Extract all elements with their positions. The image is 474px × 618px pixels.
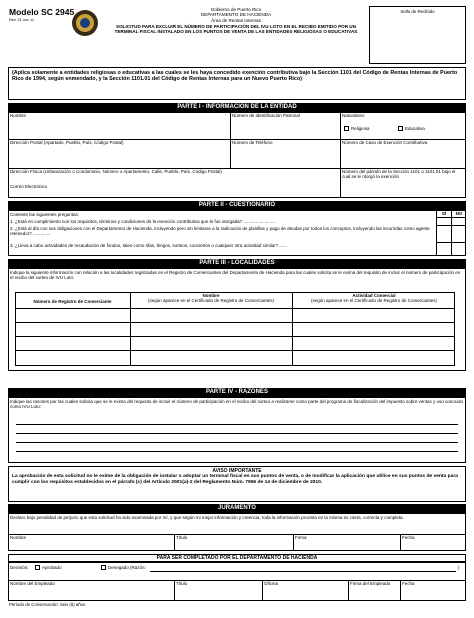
department-use-box <box>8 562 466 601</box>
notice-title: AVISO IMPORTANTE <box>212 468 262 474</box>
yes-column-header: SÍ <box>441 211 447 216</box>
exemption-case-field[interactable]: Número de Caso de Exención Contributiva <box>342 140 428 145</box>
request-title: SOLICITUD PARA EXCLUIR EL NÚMERO DE PARTICIPACIÓN DEL IVU LOTO EN EL RECIBO EMITIDO POR UN TERMINAL FISCAL INSTALADO EN LOS PUNTOS DE VENTA DE LAS ENTIDADES RELIGIOSAS O EDUCATIVAS <box>114 24 358 35</box>
government-name: Gobierno de Puerto Rico <box>210 7 262 12</box>
educational-label: Educativa <box>405 126 425 131</box>
applicability-note: (Aplica solamente a entidades religiosas o educativas a las cuales se les haya concedido exención contributiva bajo la Sección 1101 del Código de Rentas Internas de Puerto Rico de 1994, según enmendado, y la Sección 1101.01 del Código de Rentas Internas para un Nuevo Puerto Rico) <box>8 67 466 100</box>
localities-rows[interactable] <box>16 309 129 365</box>
approved-label: Aprobado <box>42 565 62 570</box>
part1-grid <box>8 112 466 198</box>
revision-date: Rev. 21 nov 11 <box>9 18 34 22</box>
form-page <box>8 6 466 606</box>
important-notice-box <box>8 466 466 502</box>
question-3: 3. ¿Lleva a cabo actividades de recaudación de fondos, tales como rifas, bingos, sorteos, conciertos o cualquier otra actividad similar? ...... <box>10 243 287 248</box>
reason-line-4[interactable] <box>16 451 458 452</box>
activity-column-sub: (según aparece en el Certificado de Registro de Comerciantes) <box>310 298 438 304</box>
oath-name-field[interactable]: Nombre <box>10 535 27 540</box>
approved-option[interactable] <box>35 565 62 570</box>
area-name: Área de Rentas Internas <box>211 17 261 23</box>
received-stamp-box[interactable] <box>369 6 466 64</box>
agency-header <box>108 7 364 35</box>
notice-text: La aprobación de esta solicitud no le exime de la obligación de instalar o adoptar un terminal fiscal en sus puntos de venta, o de modificar la aplicación que utilice en sus puntos de venta para cumplir con los requisitos establecidos en el párrafo (c) del Artículo 2501(a)-2 del Reglamento Núm. 7956 de 14 de diciembre de 2010. <box>12 474 458 485</box>
received-stamp-label: Sello de Recibido <box>400 9 435 14</box>
employee-name-field[interactable]: Nombre del Empleado <box>10 581 55 586</box>
entity-name-field[interactable]: Nombre <box>10 113 27 118</box>
reason-line-2[interactable] <box>16 433 458 434</box>
question-2: 2. ¿Está al día con sus obligaciones con el Departamento de Hacienda, incluyendo pero sin limitarse a la radicación de planillas y pago de deudas por todos los conceptos, incluyendo las incurridas como agente retenedor? .............. <box>10 226 430 237</box>
reason-line-1[interactable] <box>16 424 458 425</box>
department-date-field[interactable]: Fecha <box>402 581 415 586</box>
paragraph-number-field[interactable]: Número del párrafo de la Sección 1101 o 1101.01 bajo el cual se le otorgó la exención <box>342 169 456 180</box>
department-use-header: PARA SER COMPLETADO POR EL DEPARTAMENTO DE HACIENDA <box>8 554 466 562</box>
phone-field[interactable]: Número de Teléfono <box>232 140 273 145</box>
denied-close-paren: ) <box>458 565 460 570</box>
postal-address-field[interactable]: Dirección Postal (Apartado, Pueblo, País, Código Postal) <box>10 140 124 145</box>
religious-option[interactable] <box>344 126 370 131</box>
approved-checkbox[interactable] <box>35 565 40 570</box>
religious-label: Religiosa <box>351 126 370 131</box>
oath-header: JURAMENTO <box>8 504 466 513</box>
name-column-title: Nombre <box>202 293 220 298</box>
part3-instructions: Indique la siguiente información con relación a las localidades registradas en el Registro de Comerciantes del Departamento de Hacienda para las cuales solicita se le exima del requisito de incluir el número de participación en el recibo del sorteo de IVU Loto: <box>10 270 461 281</box>
nature-label: Naturaleza: <box>342 113 366 118</box>
activity-column-title: Actividad Comercial <box>352 293 396 298</box>
part4-header: PARTE IV - RAZONES <box>8 388 466 397</box>
name-column-header <box>132 293 290 303</box>
registry-column-header: Número de Registro de Comerciante <box>33 299 112 304</box>
questionnaire-intro: Conteste las siguientes preguntas: <box>10 212 80 217</box>
physical-address-field[interactable]: Dirección Física (Urbanización o Condominio, Número o Apartamento, Calle, Pueblo, País, Código Postal) <box>10 169 222 174</box>
retention-period: Período de Conservación: Seis (6) años <box>9 602 86 607</box>
employee-title-field[interactable]: Título <box>176 581 188 586</box>
oath-date-field[interactable]: Fecha <box>402 535 415 540</box>
decision-label: Decisión: <box>10 565 29 570</box>
denied-label: Denegado (Razón: <box>108 565 146 570</box>
department-name: DEPARTAMENTO DE HACIENDA <box>200 12 272 18</box>
office-field[interactable]: Oficina <box>264 581 279 586</box>
denial-reason-line[interactable] <box>150 571 456 572</box>
hacienda-seal-logo <box>72 10 98 36</box>
reason-line-3[interactable] <box>16 442 458 443</box>
name-column-sub: (según aparece en el Certificado de Registro de Comerciantes) <box>147 298 275 304</box>
denied-option[interactable] <box>101 565 146 570</box>
part2-header: PARTE II - CUESTIONARIO <box>8 201 466 210</box>
denied-checkbox[interactable] <box>101 565 106 570</box>
part1-header: PARTE I - INFORMACIÓN DE LA ENTIDAD <box>8 103 466 112</box>
employer-id-field[interactable]: Número de Identificación Patronal <box>232 113 300 118</box>
educational-checkbox[interactable] <box>398 126 403 131</box>
part4-instructions: Indique las razones por las cuales solicita que se le exima del requisito de incluir el número de participación en el recibo del sorteo a realizarse como parte del programa de fiscalización del impuesto sobre ventas y uso conocido como IVU Loto: <box>10 399 463 410</box>
employee-signature-field[interactable]: Firma del Empleado <box>350 581 391 586</box>
educational-option[interactable] <box>398 126 425 131</box>
question-1: 1. ¿Está en cumplimiento con los requisitos, términos y condiciones de la exención contributiva que le fue otorgada? .......................... <box>10 219 276 224</box>
religious-checkbox[interactable] <box>344 126 349 131</box>
no-column-header: NO <box>455 211 463 216</box>
form-title: Modelo SC 2945 <box>9 7 75 17</box>
oath-title-field[interactable]: Título <box>176 535 188 540</box>
activity-column-header <box>294 293 454 303</box>
oath-signature-field[interactable]: Firma <box>295 535 307 540</box>
oath-text: Declaro bajo penalidad de perjurio que esta solicitud ha sido examinada por mí, y que según mi mejor información y creencia, toda la información provista en la misma es cierta, correcta y completa. <box>10 515 404 520</box>
email-field[interactable]: Correo Electrónico <box>10 184 48 189</box>
part3-header: PARTE III - LOCALIDADES <box>8 259 466 268</box>
